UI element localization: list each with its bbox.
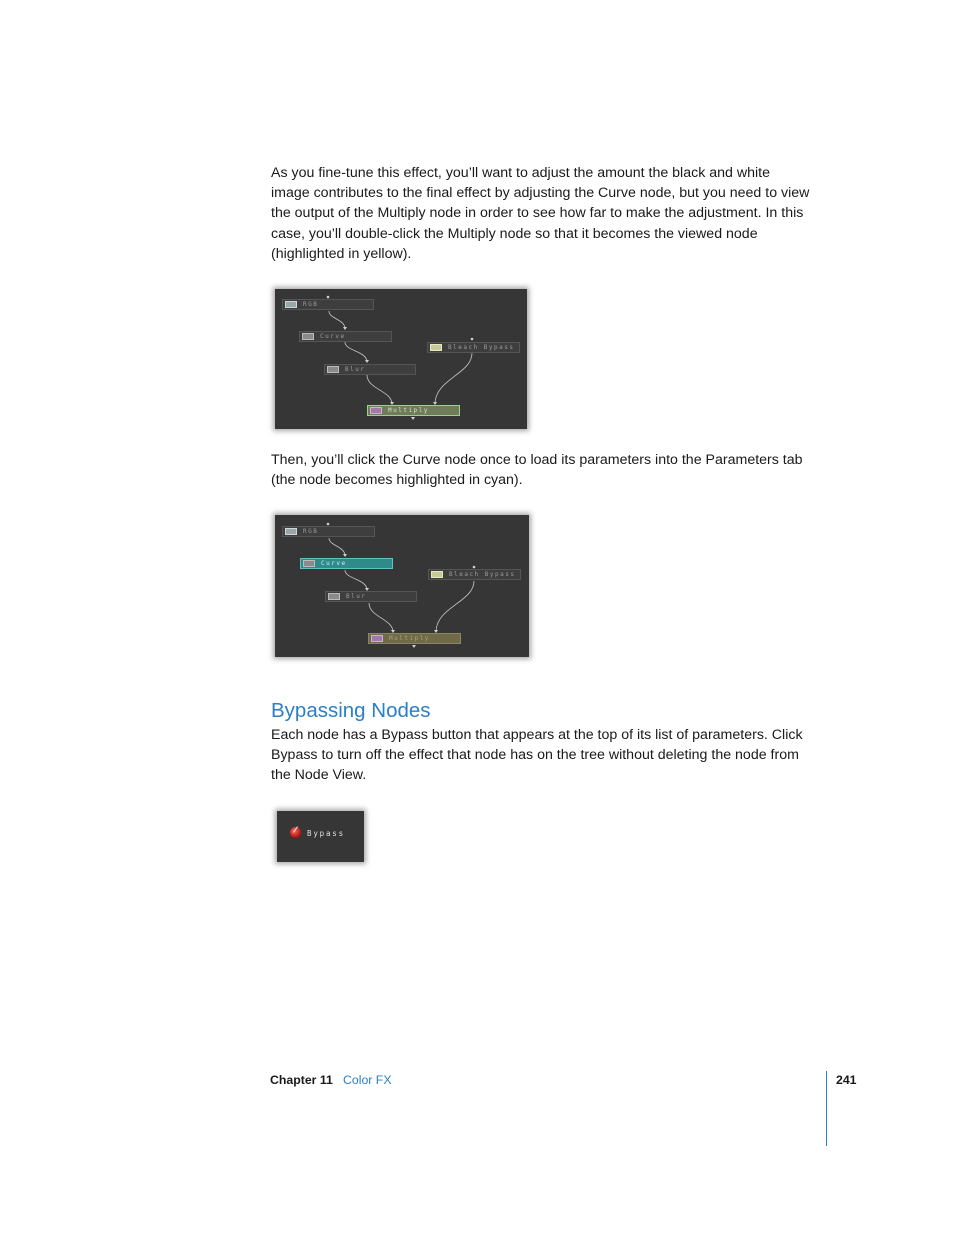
bypass-button-screenshot — [277, 811, 364, 862]
thumbnail-icon — [430, 344, 442, 351]
node-multiply-viewed[interactable] — [368, 633, 461, 644]
thumbnail-icon — [370, 407, 382, 414]
bypass-icon[interactable] — [290, 827, 301, 838]
text-line: image contributes to the final effect by adjusting the Curve node, but you need to view — [271, 185, 810, 202]
text-line: (highlighted in yellow). — [271, 245, 412, 262]
node-blur[interactable] — [324, 364, 416, 375]
node-curve-selected[interactable] — [300, 558, 393, 569]
then-paragraph — [271, 450, 831, 490]
node-bleach-bypass[interactable] — [427, 342, 520, 353]
node-blur[interactable] — [325, 591, 417, 602]
node-view-screenshot-viewed — [275, 289, 527, 429]
text-line: case, you’ll double-click the Multiply node so that it becomes the viewed node — [271, 225, 758, 242]
node-label: Multiply — [389, 635, 430, 642]
thumbnail-icon — [431, 571, 443, 578]
node-label: RGB — [303, 528, 319, 535]
node-rgb[interactable] — [282, 526, 375, 537]
node-label: Blur — [346, 593, 367, 600]
page-number: 241 — [836, 1073, 857, 1087]
node-rgb[interactable] — [282, 299, 374, 310]
thumbnail-icon — [328, 593, 340, 600]
thumbnail-icon — [303, 560, 315, 567]
text-line: the output of the Multiply node in order to see how far to make the adjustment. In this — [271, 205, 804, 222]
bypass-label: Bypass — [307, 829, 345, 838]
thumbnail-icon — [371, 635, 383, 642]
text-line: Each node has a Bypass button that appears at the top of its list of parameters. Click — [271, 727, 803, 743]
node-label: Curve — [321, 560, 347, 567]
node-bleach-bypass[interactable] — [428, 569, 521, 580]
node-label: RGB — [303, 301, 319, 308]
text-line: Bypass to turn off the effect that node has on the tree without deleting the node from — [271, 747, 799, 764]
node-multiply-viewed[interactable] — [367, 405, 460, 416]
text-line: Then, you’ll click the Curve node once to load its parameters into the Parameters tab — [271, 452, 803, 468]
text-line: As you fine-tune this effect, you’ll want to adjust the amount the black and white — [271, 165, 770, 181]
node-label: Bleach Bypass — [448, 344, 515, 351]
footer-chapter-title[interactable]: Color FX — [343, 1073, 392, 1087]
thumbnail-icon — [285, 301, 297, 308]
thumbnail-icon — [285, 528, 297, 535]
text-line: (the node becomes highlighted in cyan). — [271, 472, 523, 489]
footer-divider — [826, 1071, 827, 1146]
text-line: the Node View. — [271, 767, 367, 784]
node-label: Curve — [320, 333, 346, 340]
footer-chapter: Chapter 11 — [270, 1073, 333, 1087]
node-label: Blur — [345, 366, 366, 373]
intro-paragraph — [271, 163, 831, 264]
node-label: Multiply — [388, 407, 429, 414]
node-view-screenshot-selected — [275, 515, 529, 657]
section-heading: Bypassing Nodes — [271, 699, 431, 722]
node-label: Bleach Bypass — [449, 571, 516, 578]
thumbnail-icon — [327, 366, 339, 373]
bypass-paragraph — [271, 725, 831, 786]
node-curve[interactable] — [299, 331, 392, 342]
thumbnail-icon — [302, 333, 314, 340]
